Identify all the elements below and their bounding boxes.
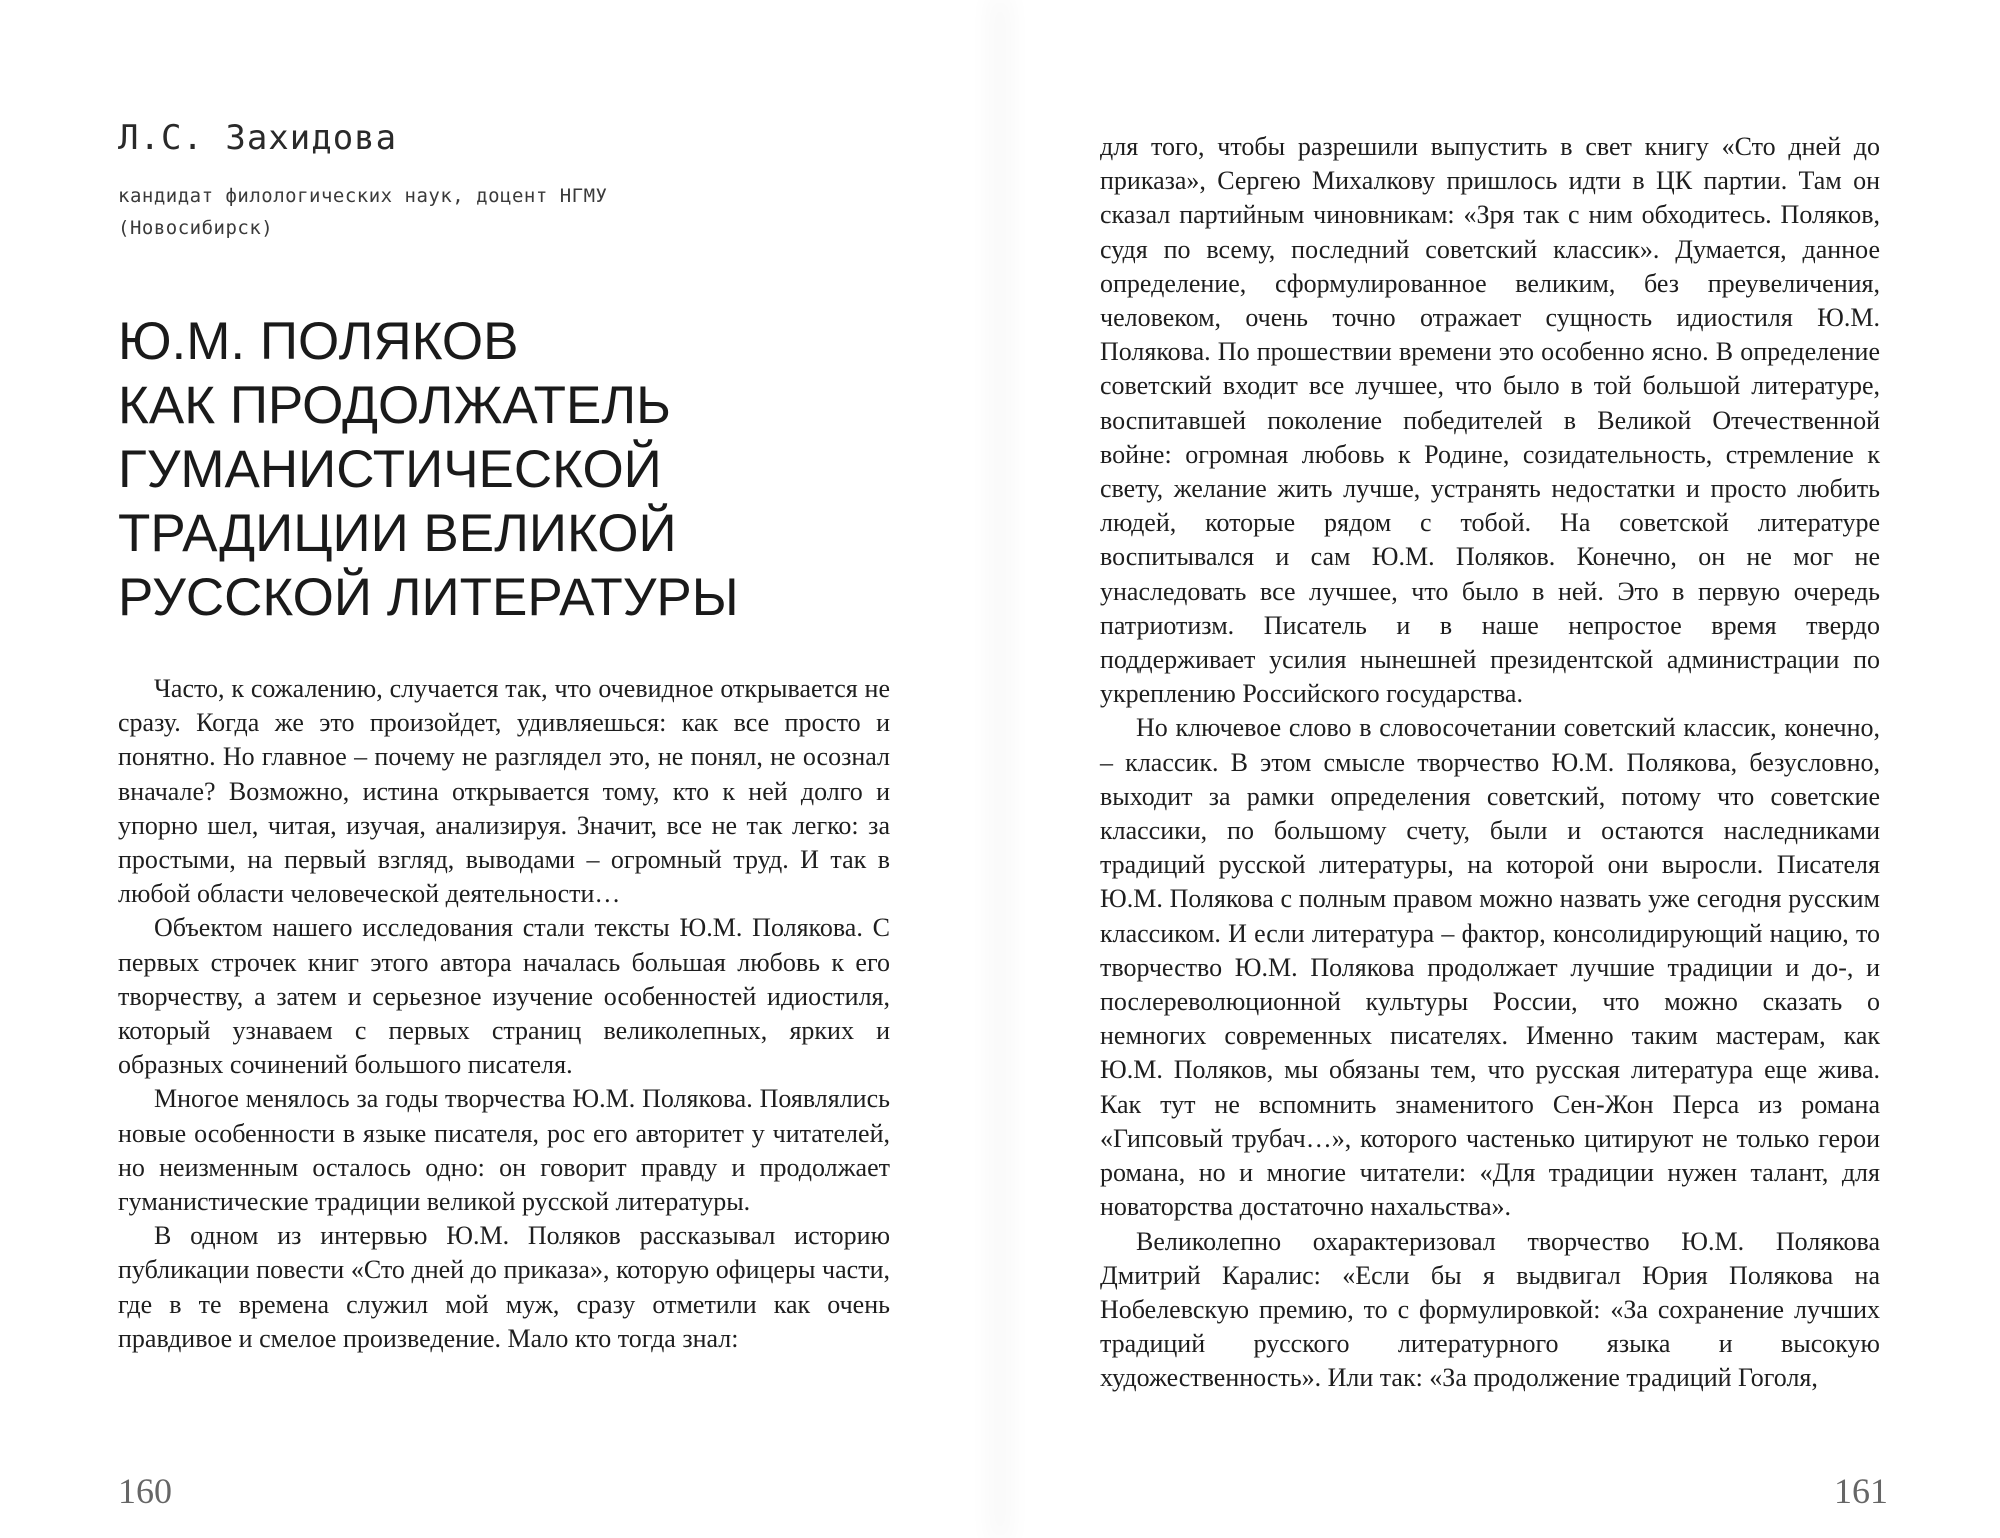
paragraph: В одном из интервью Ю.М. Поляков рассказывал историю публикации повести «Сто дней до приказа», которую офицеры части, где в те времена служил мой муж, сразу отметили как очень правдивое и смелое произведение. Мало кто тогда знал:: [118, 1221, 890, 1353]
paragraph: Объектом нашего исследования стали тексты Ю.М. Полякова. С первых строчек книг этого автора началась большая любовь к его творчеству, а затем и серьезное изучение особенностей идиостиля, который узнаваем с первых страниц великолепных, ярких и образных сочинений большого писателя.: [118, 913, 890, 1080]
right-body-text: [1100, 130, 1880, 1396]
title-line: ТРАДИЦИИ ВЕЛИКОЙ: [118, 504, 677, 563]
paragraph: Многое менялось за годы творчества Ю.М. Полякова. Появлялись новые особенности в языке писателя, рос его авторитет у читателей, но неизменным осталось одно: он говорит правду и продолжает гуманистические традиции великой русской литературы.: [118, 1084, 890, 1217]
title-line: ГУМАНИСТИЧЕСКОЙ: [118, 440, 662, 499]
title-line: КАК ПРОДОЛЖАТЕЛЬ: [118, 376, 671, 435]
page-number: 161: [1834, 1471, 1888, 1511]
author-name: Л.С. Захидова: [118, 118, 398, 158]
paragraph: для того, чтобы разрешили выпустить в свет книгу «Сто дней до приказа», Сергею Михалкову пришлось идти в ЦК партии. Там он сказал партийным чиновникам: «Зря так с ним обходитесь. Поляков, судя по всему, последний советский классик». Думается, данное определение, сформулированное великим, без преувеличения, человеком, очень точно отражает сущность идиостиля Ю.М. Полякова. По прошествии времени это особенно ясно. В определение советский входит все лучшее, что было в той большой литературе, воспитавшей поколение победителей в Великой Отечественной войне: огромная любовь к Родине, созидательность, стремление к свету, желание жить лучше, устранять недостатки и просто любить людей, которые рядом с тобой. На советской литературе воспитывался и сам Ю.М. Поляков. Конечно, он не мог не унаследовать все лучшее, что было в ней. Это в первую очередь патриотизм. Писатель и в наше непростое время твердо поддерживает усилия нынешней президентской администрации по укреплению Российского государства.: [1100, 132, 1880, 709]
paragraph: Часто, к сожалению, случается так, что очевидное открывается не сразу. Когда же это произойдет, удивляешься: как все просто и понятно. Но главное – почему не разглядел это, не понял, не осознал вначале? Возможно, истина открывается тому, кто к ней долго и упорно шел, читая, изучая, анализируя. Значит, все не так легко: за простыми, на первый взгляд, выводами – огромный труд. И так в любой области человеческой деятельности…: [118, 674, 890, 909]
article-title: [118, 310, 738, 630]
author-affiliation: кандидат филологических наук, доцент НГМУ (Новосибирск): [118, 185, 608, 239]
paragraph: Великолепно охарактеризовал творчество Ю.М. Полякова Дмитрий Каралис: «Если бы я выдвигал Юрия Полякова на Нобелевскую премию, то с формулировкой: «За сохранение лучших традиций русского литературного языка и высокую художественность». Или так: «За продолжение традиций Гоголя,: [1100, 1226, 1880, 1393]
title-line: РУССКОЙ ЛИТЕРАТУРЫ: [118, 568, 739, 627]
right-page: [1000, 0, 2000, 1538]
title-line: Ю.М. ПОЛЯКОВ: [118, 312, 519, 371]
paragraph: Но ключевое слово в словосочетании советский классик, конечно, – классик. В этом смысле творчество Ю.М. Полякова, безусловно, выходит за рамки определения советский, потому что советские классики, по большому счету, были и остаются наследниками традиций русской литературы, на которой они выросли. Писателя Ю.М. Полякова с полным правом можно назвать уже сегодня русским классиком. И если литература – фактор, консолидирующий нацию, то творчество Ю.М. Полякова продолжает лучшие традиции и до-, и послереволюционной культуры России, что можно сказать о немногих современных писателях. Именно таким мастерам, как Ю.М. Поляков, мы обязаны тем, что русская литература еще жива. Как тут не вспомнить знаменитого Сен-Жон Перса из романа «Гипсовый трубач…», которого частенько цитируют не только герои романа, но и многие читатели: «Для традиции нужен талант, для новаторства достаточно нахальства».: [1100, 713, 1880, 1222]
left-body-text: [118, 672, 890, 1356]
page-number: 160: [118, 1471, 172, 1511]
